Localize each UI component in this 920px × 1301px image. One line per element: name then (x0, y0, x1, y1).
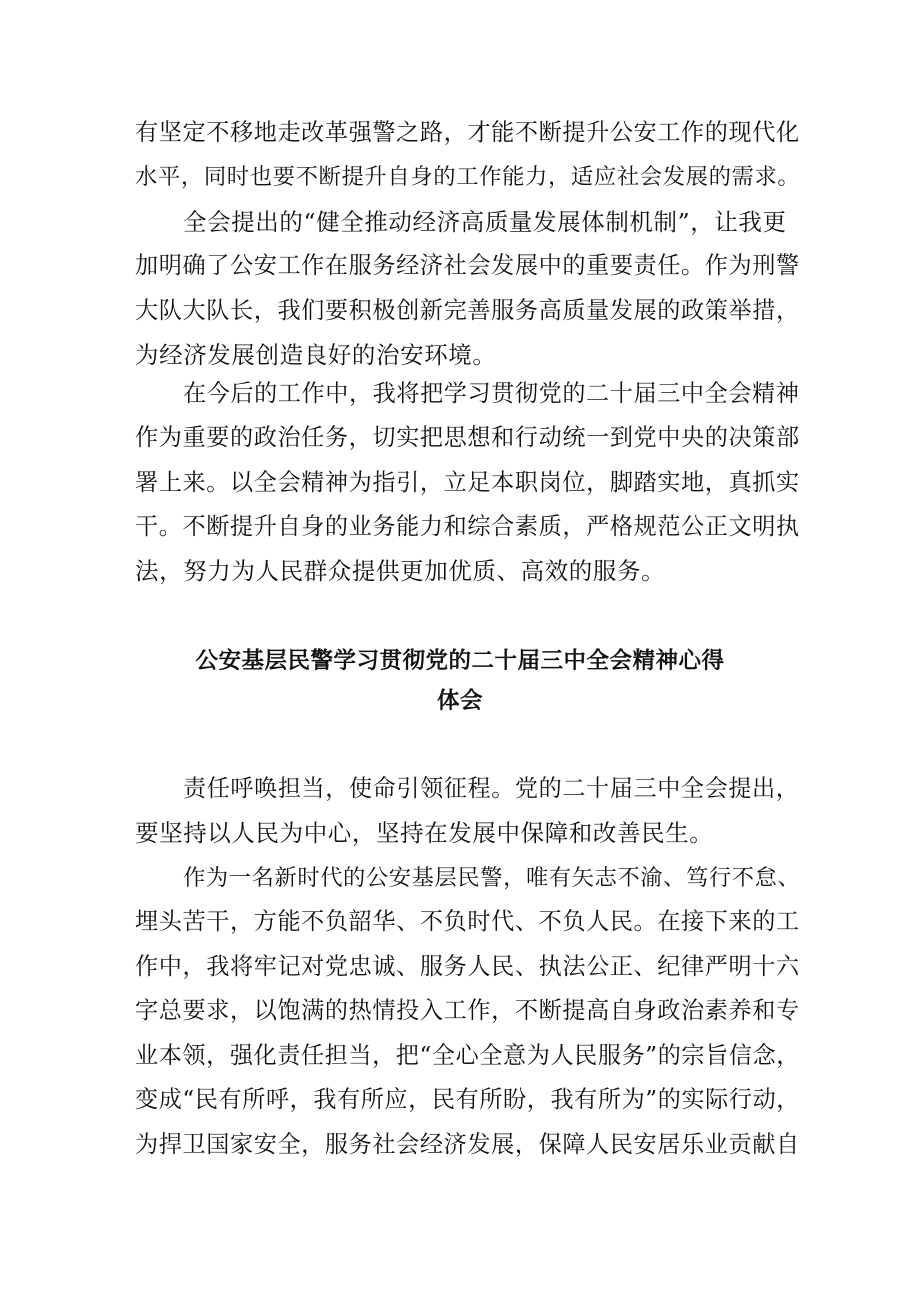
body-line: 变成“民有所呼，我有所应，民有所盼，我有所为”的实际行动， (135, 1087, 800, 1113)
body-line: 埋头苦干，方能不负韶华、不负时代、不负人民。在接下来的工 (135, 909, 800, 935)
body-line: 业本领，强化责任担当，把“全心全意为人民服务”的宗旨信念， (135, 1043, 800, 1069)
body-line: 有坚定不移地走改革强警之路，才能不断提升公安工作的现代化 (135, 120, 800, 146)
body-line: 加明确了公安工作在服务经济社会发展中的重要责任。作为刑警 (135, 253, 800, 279)
body-line: 为捍卫国家安全，服务社会经济发展，保障人民安居乐业贡献自 (135, 1132, 800, 1158)
body-line: 大队大队长，我们要积极创新完善服务高质量发展的政策举措， (135, 298, 800, 324)
section-title-line2: 体会 (436, 688, 483, 714)
body-line: 字总要求，以饱满的热情投入工作，不断提高自身政治素养和专 (135, 998, 800, 1024)
body-line: 责任呼唤担当，使命引领征程。党的二十届三中全会提出， (183, 776, 800, 802)
body-line: 作为重要的政治任务，切实把思想和行动统一到党中央的决策部 (135, 425, 800, 451)
body-line: 法，努力为人民群众提供更加优质、高效的服务。 (135, 557, 666, 585)
body-line: 要坚持以人民为中心，坚持在发展中保障和改善民生。 (135, 819, 714, 847)
body-line: 全会提出的“健全推动经济高质量发展体制机制”，让我更 (183, 208, 787, 236)
body-line: 干。不断提升自身的业务能力和综合素质，严格规范公正文明执 (135, 514, 800, 540)
body-line: 作中，我将牢记对党忠诚、服务人民、执法公正、纪律严明十六 (135, 954, 800, 980)
body-line: 署上来。以全会精神为指引，立足本职岗位，脚踏实地，真抓实 (135, 470, 800, 496)
body-line: 在今后的工作中，我将把学习贯彻党的二十届三中全会精神 (183, 381, 800, 407)
body-line: 作为一名新时代的公安基层民警，唯有矢志不渝、笃行不怠、 (183, 865, 801, 891)
section-title-line1: 公安基层民警学习贯彻党的二十届三中全会精神心得 (195, 648, 725, 674)
body-line: 水平，同时也要不断提升自身的工作能力，适应社会发展的需求。 (135, 164, 801, 190)
body-line: 为经济发展创造良好的治安环境。 (135, 341, 497, 369)
